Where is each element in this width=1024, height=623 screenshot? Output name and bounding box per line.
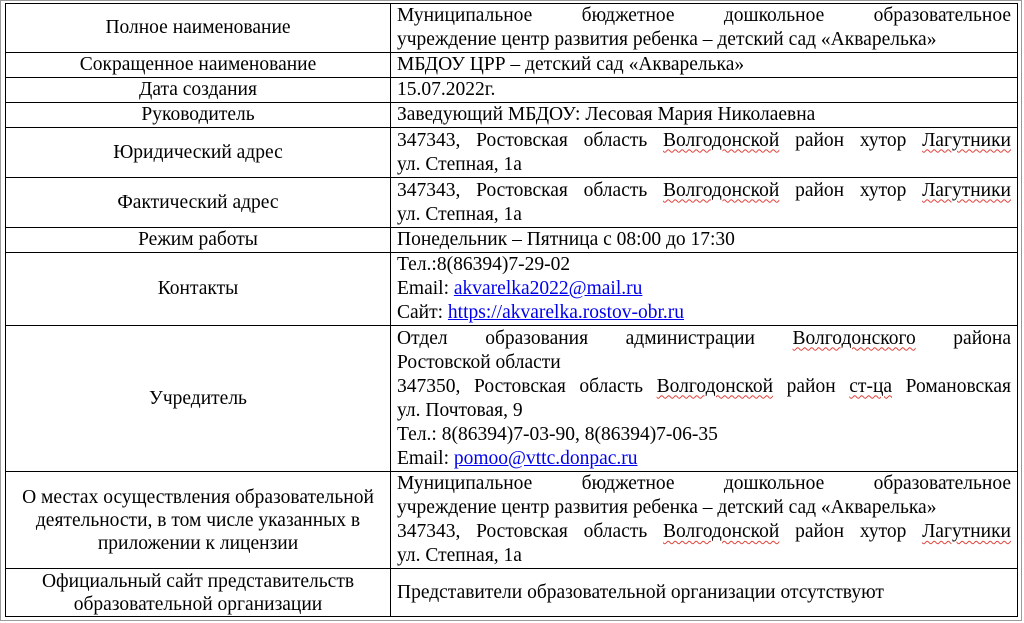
label-representatives <box>6 569 391 617</box>
label-contacts: Контакты <box>6 253 391 326</box>
value-activity-locations <box>391 472 1018 569</box>
value-line: 347343, Ростовская область Волгодонской район хутор Лагутники <box>397 129 1011 151</box>
founder-email-link[interactable]: pomoo@vttc.donpac.ru <box>453 447 638 469</box>
value-line: ул. Степная, 1а <box>397 153 522 175</box>
value-short-name: МБДОУ ЦРР – детский сад «Акварелька» <box>391 53 1018 78</box>
value-line: Муниципальное бюджетное дошкольное образовательное <box>397 5 1011 26</box>
label-working-hours: Режим работы <box>6 228 391 253</box>
value-line: 347343, Ростовская область Волгодонской район хутор Лагутники <box>397 179 1011 201</box>
website-link[interactable]: https://akvarelka.rostov-obr.ru <box>447 302 685 323</box>
table-row-founder <box>6 326 1018 472</box>
value-working-hours: Понедельник – Пятница с 08:00 до 17:30 <box>391 228 1018 253</box>
table-row-contacts <box>6 253 1018 326</box>
contact-site-line: Сайт: https://akvarelka.rostov-obr.ru <box>397 302 685 323</box>
label-full-name: Полное наименование <box>6 4 391 53</box>
label-line: образовательной деятельности, в том <box>35 486 374 531</box>
label-line: Официальный сайт представительств <box>41 570 355 592</box>
label-director: Руководитель <box>6 103 391 128</box>
value-representatives: Представители образовательной организации отсутствуют <box>391 569 1018 617</box>
email-link[interactable]: akvarelka2022@mail.ru <box>453 278 643 299</box>
value-line: учреждение центр развития ребенка – детский сад «Акварелька» <box>397 29 937 50</box>
founder-email-line: Email: pomoo@vttc.donpac.ru <box>397 447 638 469</box>
value-line: Муниципальное бюджетное дошкольное образовательное <box>397 473 1011 494</box>
value-founder <box>391 326 1018 472</box>
value-line: Тел.: 8(86394)7-03-90, 8(86394)7-06-35 <box>397 423 718 445</box>
contact-email-line: Email: akvarelka2022@mail.ru <box>397 278 643 299</box>
value-legal-address <box>391 128 1018 178</box>
value-line: Ростовской области <box>397 351 561 373</box>
value-line: 347350, Ростовская область Волгодонской район ст-ца Романовская <box>397 375 1011 397</box>
label-line: числе указанных в приложении к <box>97 509 361 554</box>
table-row-legal-address <box>6 128 1018 178</box>
label-activity-locations <box>6 472 391 569</box>
value-director: Заведующий МБДОУ: Лесовая Мария Николаевна <box>391 103 1018 128</box>
table-row-working-hours <box>6 228 1018 253</box>
value-line: Отдел образования администрации Волгодонского района <box>397 327 1011 349</box>
label-founder: Учредитель <box>6 326 391 472</box>
value-full-name <box>391 4 1018 53</box>
label-line: образовательной организации <box>73 593 323 615</box>
value-line: ул. Степная, 1а <box>397 545 522 566</box>
table-row-activity-locations <box>6 472 1018 569</box>
table-row-short-name <box>6 53 1018 78</box>
label-created-date: Дата создания <box>6 78 391 103</box>
value-contacts <box>391 253 1018 326</box>
value-actual-address <box>391 178 1018 228</box>
value-line: 347343, Ростовская область Волгодонской район хутор Лагутники <box>397 521 1011 542</box>
label-legal-address: Юридический адрес <box>6 128 391 178</box>
table-row-actual-address <box>6 178 1018 228</box>
label-line: О местах осуществления <box>22 486 231 508</box>
value-line: учреждение центр развития ребенка – детский сад «Акварелька» <box>397 497 937 518</box>
value-line: ул. Степная, 1а <box>397 203 522 225</box>
value-line: ул. Почтовая, 9 <box>397 399 523 421</box>
label-line: лицензии <box>219 532 299 554</box>
value-created-date: 15.07.2022г. <box>391 78 1018 103</box>
label-actual-address: Фактический адрес <box>6 178 391 228</box>
table-row-created-date <box>6 78 1018 103</box>
table-row-full-name <box>6 4 1018 53</box>
label-short-name: Сокращенное наименование <box>6 53 391 78</box>
table-row-director <box>6 103 1018 128</box>
organization-info-table <box>5 3 1018 617</box>
contact-phone: Тел.:8(86394)7-29-02 <box>397 254 571 275</box>
table-row-representatives <box>6 569 1018 617</box>
